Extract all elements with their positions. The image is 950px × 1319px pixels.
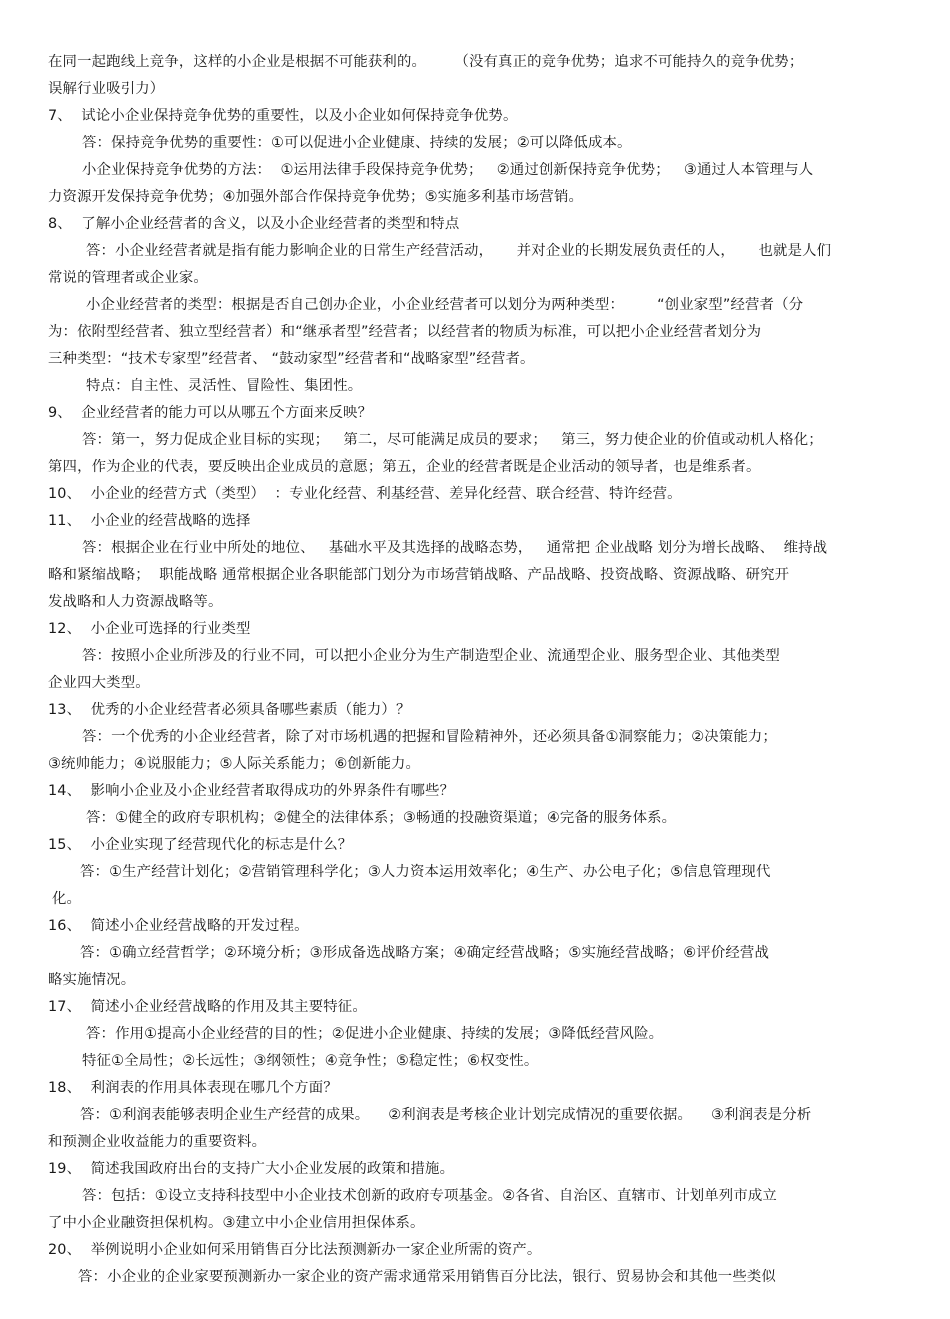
question-17: 17、 简述小企业经营战略的作用及其主要特征。	[48, 999, 367, 1015]
answer-19: 答：包括：①设立支持科技型中小企业技术创新的政府专项基金。②各省、自治区、直辖市、计划单列市成立	[82, 1188, 777, 1204]
answer-12: 答：按照小企业所涉及的行业不同，可以把小企业分为生产制造型企业、流通型企业、服务型企业、其他类型	[82, 648, 780, 664]
text-line: 了中小企业融资担保机构。③建立中小企业信用担保体系。	[48, 1215, 425, 1231]
text-line: 企业四大类型。	[48, 675, 150, 691]
text-line: 常说的管理者或企业家。	[48, 270, 208, 286]
text-line: 略和紧缩战略； 职能战略 通常根据企业各职能部门划分为市场营销战略、产品战略、投资战略、资源战略、研究开	[48, 567, 790, 583]
text-line: 小企业保持竞争优势的方法： ①运用法律手段保持竞争优势； ②通过创新保持竞争优势； ③通过人本管理与人	[82, 162, 814, 178]
answer-9: 答：第一，努力促成企业目标的实现； 第二，尽可能满足成员的要求； 第三，努力使企业的价值或动机人格化；	[82, 432, 823, 448]
text-line: 发战略和人力资源战略等。	[48, 594, 223, 610]
text-line: 在同一起跑线上竞争，这样的小企业是根据不可能获利的。 （没有真正的竞争优势；追求不可能持久的竞争优势；	[48, 54, 804, 70]
answer-18: 答：①利润表能够表明企业生产经营的成果。 ②利润表是考核企业计划完成情况的重要依据。 ③利润表是分析	[80, 1107, 812, 1123]
text-line: 第四，作为企业的代表，要反映出企业成员的意愿；第五，企业的经营者既是企业活动的领导者，也是维系者。	[48, 459, 761, 475]
answer-20: 答：小企业的企业家要预测新办一家企业的资产需求通常采用销售百分比法，银行、贸易协会和其他一些类似	[78, 1269, 776, 1285]
answer-11: 答：根据企业在行业中所处的地位、 基础水平及其选择的战略态势， 通常把 企业战略 划分为增长战略、 维持战	[82, 540, 828, 556]
question-16: 16、 简述小企业经营战略的开发过程。	[48, 918, 309, 934]
answer-17: 答：作用①提高小企业经营的目的性；②促进小企业健康、持续的发展；③降低经营风险。	[86, 1026, 664, 1042]
question-18: 18、 利润表的作用具体表现在哪几个方面？	[48, 1080, 338, 1096]
text-line: 略实施情况。	[48, 972, 136, 988]
question-19: 19、 简述我国政府出台的支持广大小企业发展的政策和措施。	[48, 1161, 455, 1177]
question-10: 10、 小企业的经营方式（类型） ：专业化经营、利基经营、差异化经营、联合经营、特许经营。	[48, 486, 682, 502]
text-line: 误解行业吸引力）	[48, 81, 165, 97]
text-line: 特点：自主性、灵活性、冒险性、集团性。	[86, 378, 363, 394]
question-15: 15、 小企业实现了经营现代化的标志是什么？	[48, 837, 353, 853]
text-line: 小企业经营者的类型：根据是否自己创办企业，小企业经营者可以划分为两种类型： “创业家型”经营者（分	[86, 297, 804, 313]
text-line: 化。	[52, 891, 82, 907]
question-14: 14、 影响小企业及小企业经营者取得成功的外界条件有哪些？	[48, 783, 455, 799]
answer-15: 答：①生产经营计划化；②营销管理科学化；③人力资本运用效率化；④生产、办公电子化；⑤信息管理现代	[80, 864, 771, 880]
text-line: 特征①全局性；②长远性；③纲领性；④竞争性；⑤稳定性；⑥权变性。	[82, 1053, 539, 1069]
text-line: 力资源开发保持竞争优势；④加强外部合作保持竞争优势；⑤实施多利基市场营销。	[48, 189, 584, 205]
question-11: 11、 小企业的经营战略的选择	[48, 513, 251, 529]
text-line: 和预测企业收益能力的重要资料。	[48, 1134, 267, 1150]
answer-13: 答：一个优秀的小企业经营者，除了对市场机遇的把握和冒险精神外，还必须具备①洞察能力；②决策能力；	[82, 729, 777, 745]
question-12: 12、 小企业可选择的行业类型	[48, 621, 251, 637]
question-13: 13、 优秀的小企业经营者必须具备哪些素质（能力）？	[48, 702, 411, 718]
question-9: 9、 企业经营者的能力可以从哪五个方面来反映？	[48, 405, 373, 421]
question-8: 8、 了解小企业经营者的含义，以及小企业经营者的类型和特点	[48, 216, 460, 232]
question-20: 20、 举例说明小企业如何采用销售百分比法预测新办一家企业所需的资产。	[48, 1242, 542, 1258]
text-line: ③统帅能力；④说服能力；⑤人际关系能力；⑥创新能力。	[48, 756, 421, 772]
answer-8: 答：小企业经营者就是指有能力影响企业的日常生产经营活动， 并对企业的长期发展负责任的人， 也就是人们	[86, 243, 832, 259]
answer-16: 答：①确立经营哲学；②环境分析；③形成备选战略方案；④确定经营战略；⑤实施经营战略；⑥评价经营战	[80, 945, 770, 961]
text-line: 为：依附型经营者、独立型经营者）和“继承者型”经营者；以经营者的物质为标准，可以把小企业经营者划分为	[48, 324, 762, 340]
answer-7: 答：保持竞争优势的重要性：①可以促进小企业健康、持续的发展；②可以降低成本。	[82, 135, 632, 151]
text-line: 三种类型：“技术专家型”经营者、 “鼓动家型”经营者和“战略家型”经营者。	[48, 351, 535, 367]
question-7: 7、 试论小企业保持竞争优势的重要性，以及小企业如何保持竞争优势。	[48, 108, 518, 124]
answer-14: 答：①健全的政府专职机构；②健全的法律体系；③畅通的投融资渠道；④完备的服务体系。	[86, 810, 677, 826]
